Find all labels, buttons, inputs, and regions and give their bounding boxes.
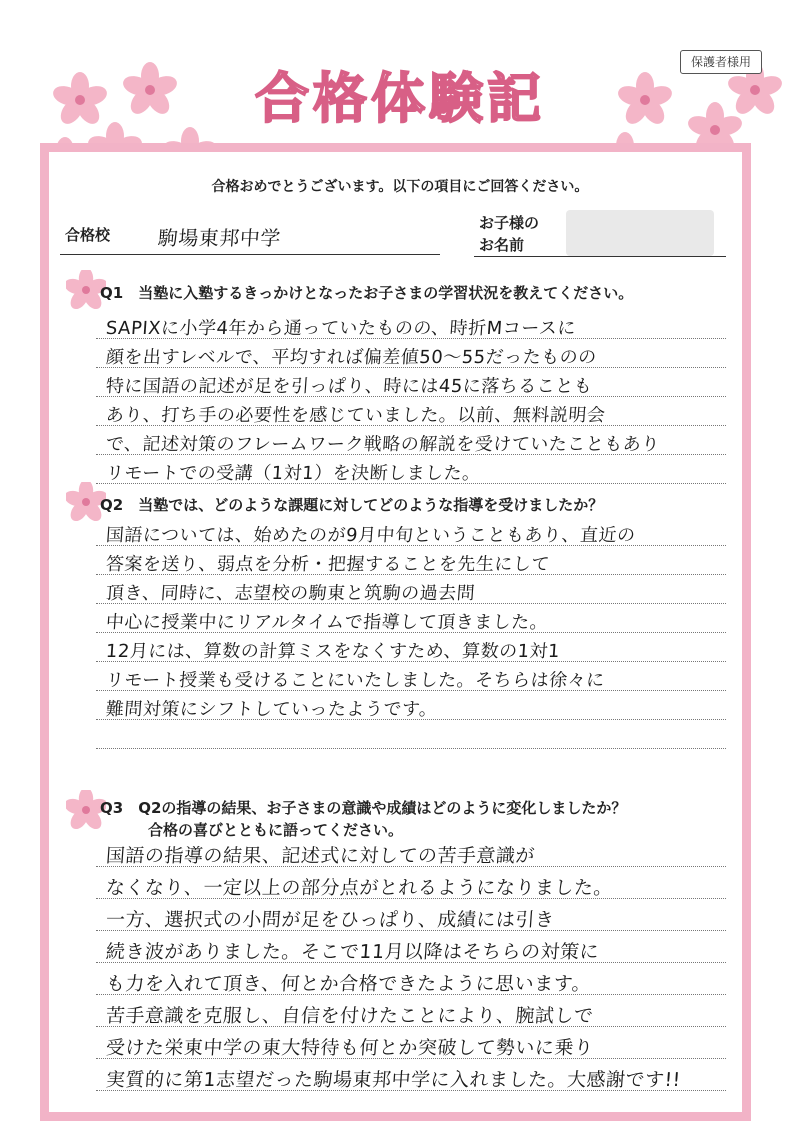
- q3-answer-line: 受けた栄東中学の東大特待も何とか突破して勢いに乗り: [105, 1037, 595, 1059]
- q1-ruled-line: [96, 396, 726, 397]
- school-label: 合格校: [65, 226, 111, 244]
- q3-answer-line: 苦手意識を克服し、自信を付けたことにより、腕試しで: [105, 1005, 595, 1027]
- q2-ruled-line: [96, 661, 726, 662]
- q1-answer-line: で、記述対策のフレームワーク戦略の解説を受けていたこともあり: [105, 434, 661, 455]
- q3-ruled-line: [96, 898, 726, 899]
- audience-badge: 保護者様用: [680, 50, 762, 74]
- q2-answer-line: 答案を送り、弱点を分析・把握することを先生にして: [105, 554, 551, 575]
- q3-question-line2: 合格の喜びとともに語ってください。: [148, 821, 404, 839]
- child-name-label-line2: お名前: [479, 236, 525, 254]
- q3-ruled-line: [96, 994, 726, 995]
- q1-ruled-line: [96, 454, 726, 455]
- q3-ruled-line: [96, 866, 726, 867]
- q1-answer-line: あり、打ち手の必要性を感じていました。以前、無料説明会: [105, 405, 607, 426]
- q2-ruled-line: [96, 748, 726, 749]
- greeting-text: 合格おめでとうございます。以下の項目にご回答ください。: [211, 179, 589, 195]
- q3-ruled-line: [96, 930, 726, 931]
- q3-answer-line: も力を入れて頂き、何とか合格できたように思います。: [105, 973, 592, 995]
- q2-ruled-line: [96, 574, 726, 575]
- q1-question: Q1 当塾に入塾するきっかけとなったお子さまの学習状況を教えてください。: [100, 284, 634, 302]
- q1-answer-line: SAPIXに小学4年から通っていたものの、時折Mコースに: [105, 318, 577, 339]
- q2-ruled-line: [96, 690, 726, 691]
- q2-ruled-line: [96, 603, 726, 604]
- q2-answer-line: 国語については、始めたのが9月中旬ということもあり、直近の: [105, 525, 637, 546]
- q3-answer-line: 国語の指導の結果、記述式に対しての苦手意識が: [105, 845, 536, 867]
- q1-ruled-line: [96, 338, 726, 339]
- q1-ruled-line: [96, 425, 726, 426]
- q1-answer-line: 顔を出すレベルで、平均すれば偏差値50～55だったものの: [105, 347, 598, 368]
- q3-answer-line: 実質的に第1志望だった駒場東邦中学に入れました。大感謝です!!: [105, 1069, 682, 1091]
- q1-ruled-line: [96, 367, 726, 368]
- child-name-label-line1: お子様の: [479, 214, 540, 232]
- q3-ruled-line: [96, 962, 726, 963]
- q2-ruled-line: [96, 632, 726, 633]
- q3-answer-line: 一方、選択式の小問が足をひっぱり、成績には引き: [105, 909, 556, 931]
- q2-answer-line: リモート授業も受けることにいたしました。そちらは徐々に: [105, 670, 606, 691]
- q3-answer-line: 続き波がありました。そこで11月以降はそちらの対策に: [105, 941, 600, 963]
- q3-answer-line: なくなり、一定以上の部分点がとれるようになりました。: [105, 877, 614, 899]
- q2-answer-line: 12月には、算数の計算ミスをなくすため、算数の1対1: [105, 641, 561, 662]
- q1-answer-line: 特に国語の記述が足を引っぱり、時には45に落ちることも: [105, 376, 594, 397]
- q3-ruled-line: [96, 1026, 726, 1027]
- q1-ruled-line: [96, 483, 726, 484]
- q3-ruled-line: [96, 1090, 726, 1091]
- q2-question: Q2 当塾では、どのような課題に対してどのような指導を受けましたか？: [100, 496, 604, 514]
- q1-answer-line: リモートでの受講（1対1）を決断しました。: [105, 463, 482, 484]
- q2-answer-line: 難問対策にシフトしていったようです。: [105, 699, 439, 720]
- page-title: 合格体験記: [255, 66, 545, 130]
- q2-ruled-line: [96, 545, 726, 546]
- q2-answer-line: 中心に授業中にリアルタイムで指導して頂きました。: [105, 612, 549, 633]
- school-underline: [60, 254, 440, 255]
- school-value: 駒場東邦中学: [157, 226, 282, 250]
- q2-answer-line: 頂き、同時に、志望校の駒東と筑駒の過去問: [105, 583, 476, 604]
- name-underline: [474, 256, 726, 257]
- q3-ruled-line: [96, 1058, 726, 1059]
- q3-question-line1: Q3 Q2の指導の結果、お子さまの意識や成績はどのように変化しましたか？: [100, 799, 627, 817]
- q2-ruled-line: [96, 719, 726, 720]
- redacted-name: [566, 210, 714, 256]
